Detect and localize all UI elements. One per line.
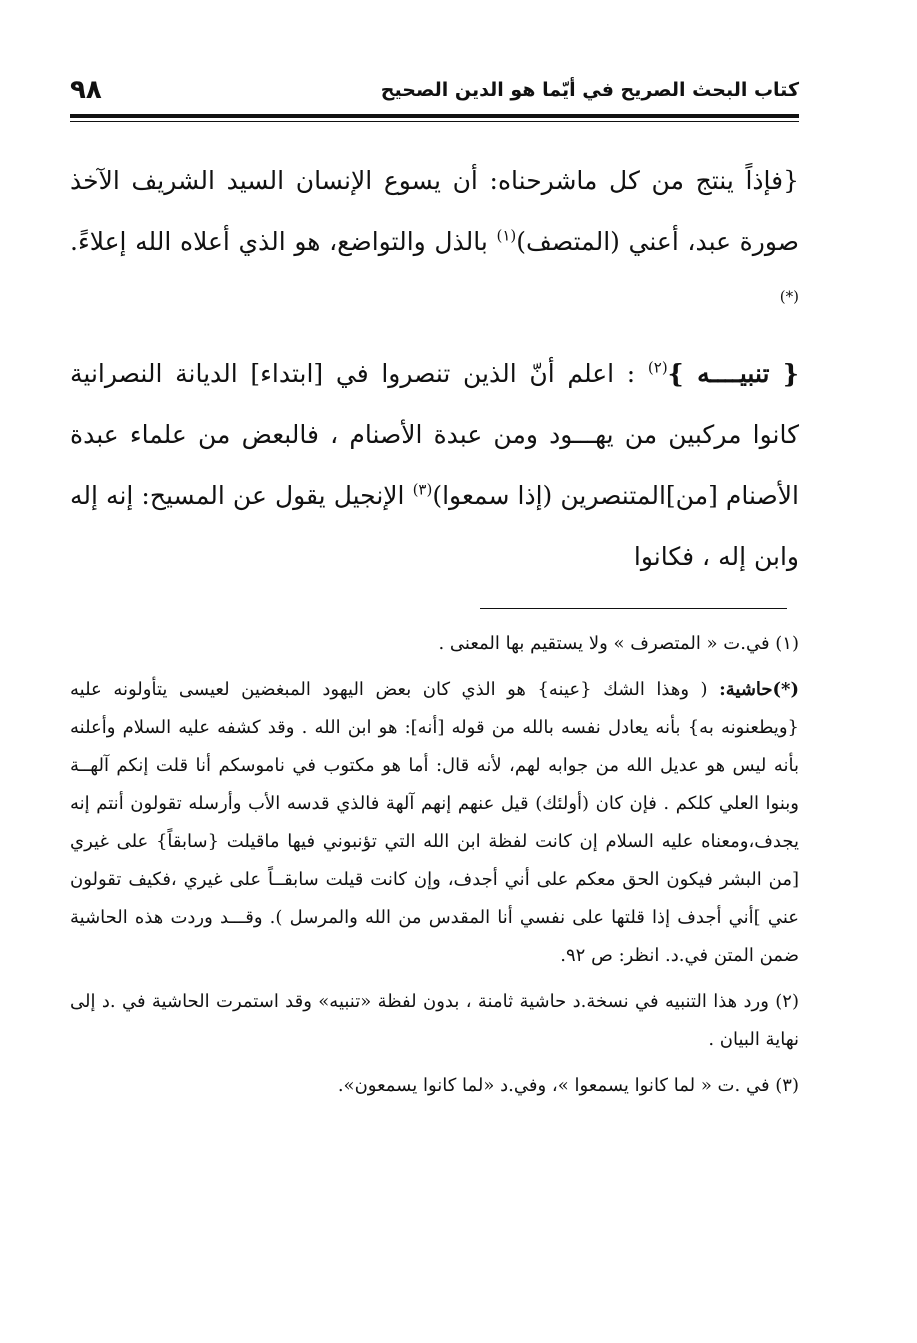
paragraph-2	[70, 343, 799, 587]
footnote-ref-2: (٢)	[647, 358, 668, 377]
header-rule-thick	[70, 114, 799, 118]
footnote-ref-star: (*)	[779, 287, 799, 306]
footnote-star-label: (*)حاشية:	[719, 679, 799, 700]
paragraph-1-cont: بالذل والتواضع، هو الذي أعلاه الله إعلاءً.	[70, 227, 497, 256]
note-label: { تنبيــــه }	[667, 359, 799, 388]
header-rule-thin	[70, 121, 799, 122]
footnote-ref-3: (٣)	[412, 480, 433, 499]
footnote-2: (٢) ورد هذا التنبيه في نسخة.د حاشية ثامنة ، بدون لفظة «تنبيه» وقد استمرت الحاشية في .د إلى نهاية البيان .	[70, 991, 799, 1050]
footnote-3: (٣) في .ت « لما كانوا يسمعوا »، وفي.د «لما كانوا يسمعون».	[337, 1075, 799, 1096]
paragraph-1	[70, 150, 799, 333]
paragraph-1-text: {فإذاً ينتج من كل ماشرحناه: أن يسوع الإنسان السيد الشريف الآخذ صورة عبد، أعني (المتصف)	[70, 166, 799, 256]
main-text	[70, 150, 799, 597]
footnote-star	[70, 671, 799, 975]
page-number: ٩٨	[70, 75, 102, 105]
page-header	[70, 72, 799, 108]
running-title: كتاب البحث الصريح في أيّما هو الدين الصحيح	[380, 79, 799, 101]
paragraph-2-text: : اعلم أنّ الذين تنصروا في [ابتداء] الديانة النصرانية كانوا مركبين من يهـــود ومن عبدة الأصنام ، فالبعض من علماء عبدة الأصنام [من]المتنصرين (إذا سمعوا)	[70, 359, 799, 510]
footnotes	[70, 625, 799, 1113]
footnote-separator	[480, 608, 787, 609]
footnote-star-text: ( وهذا الشك {عينه} هو الذي كان بعض اليهود المبغضين لعيسى يتأولونه عليه {ويطعنونه به} بأنه يعادل نفسه بالله من قوله [أنه]: هو ابن الله . وقد كشفه عليه السلام وأعلنه بأنه ليس هو عديل الله من جوابه لهم، لأنه قال: أما هو مكتوب في ناموسكم أنا قلت إنكم آلهــة وبنوا العلي كلكم . فإن كان (أولئك) قيل عنهم إنهم آلهة فالذي قدسه الأب وأرسله تقولون أنتم إنه يجدف،ومعناه عليه السلام إن كانت لفظة ابن الله التي تؤنبوني فيها ماقيلت {سابقاً} على غيري [من البشر فيكون الحق معكم على أني أجدف، وإن كانت قيلت سابقــاً على غيري ،فكيف تقولون عني ]أني أجدف إذا قلتها على نفسي أنا المقدس من الله والمرسل ). وقـــد وردت هذه الحاشية ضمن المتن في.د. انظر: ص ٩٢.	[70, 679, 799, 966]
footnote-1: (١) في.ت « المتصرف » ولا يستقيم بها المعنى .	[438, 633, 799, 654]
paragraph-2-cont: الإنجيل يقول عن المسيح: إنه إله وابن إله ، فكانوا	[70, 481, 799, 571]
footnote-ref-1: (١)	[496, 226, 517, 245]
